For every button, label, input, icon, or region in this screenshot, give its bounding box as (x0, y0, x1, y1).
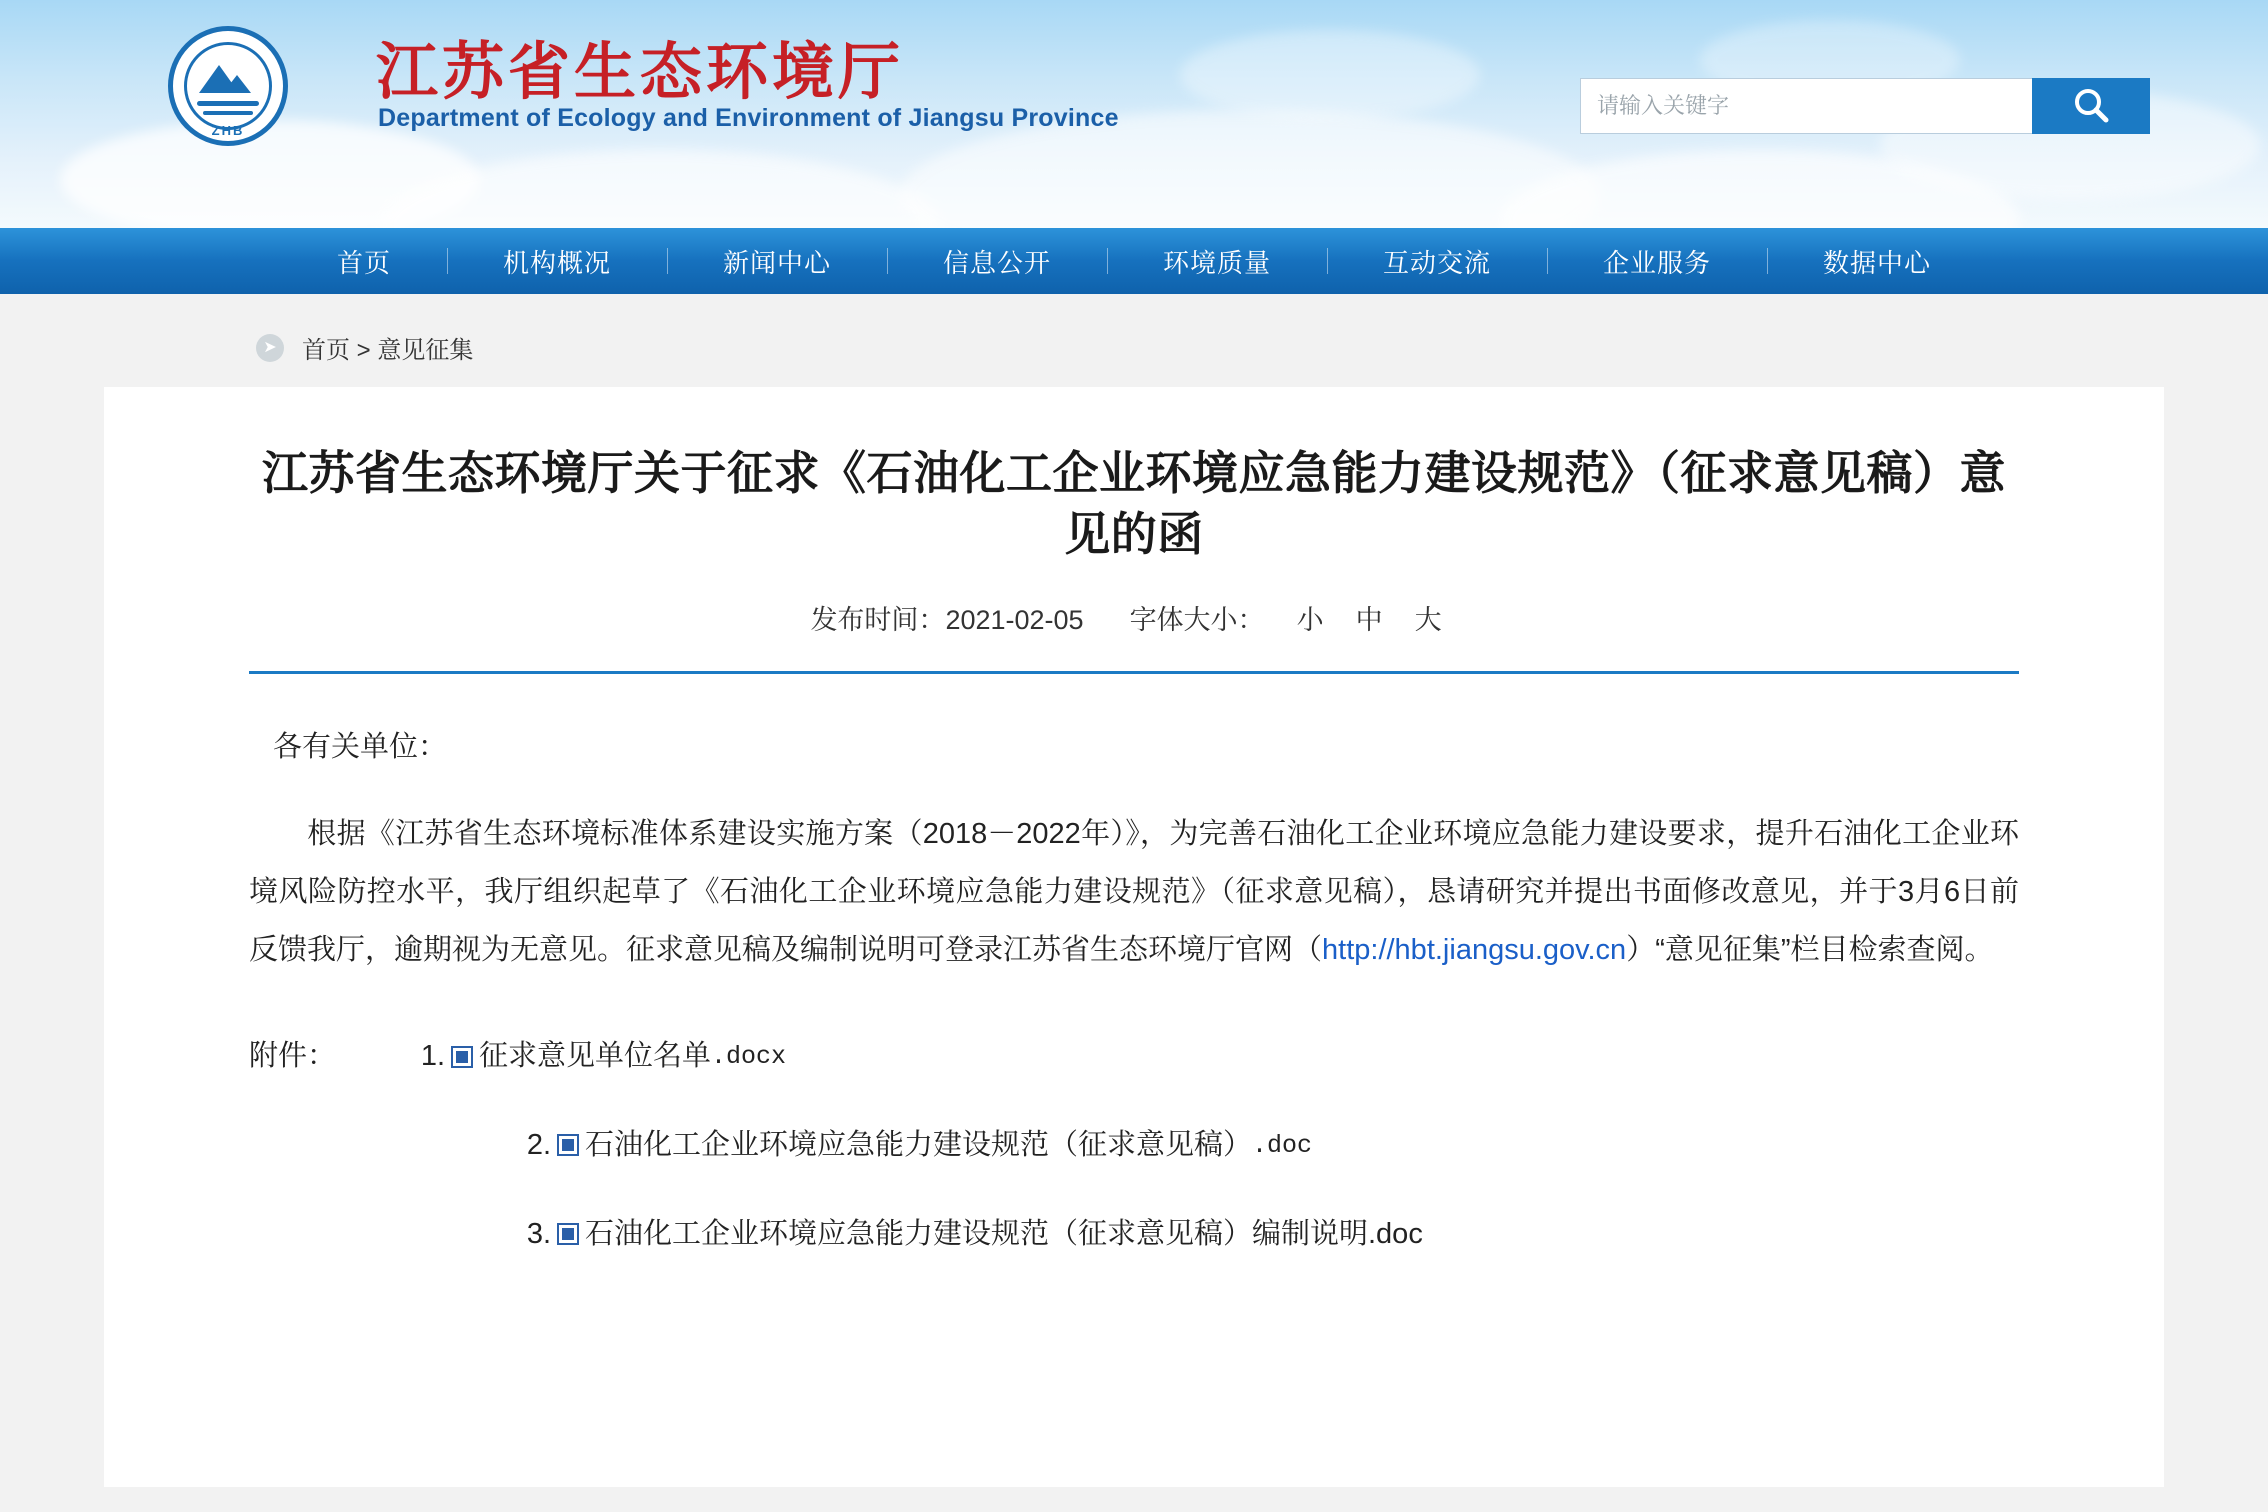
article (209, 387, 2059, 1290)
attachment-name[interactable]: 石油化工企业环境应急能力建设规范（征求意见稿）编制说明.doc (585, 1217, 1423, 1250)
font-size-label: 字体大小： (1129, 605, 1265, 636)
site-banner (0, 0, 2268, 228)
breadcrumb-text[interactable]: 首页 > 意见征集 (302, 337, 474, 364)
main-navigation (0, 228, 2268, 294)
nav-item-home[interactable]: 首页 (336, 247, 391, 278)
logo-mountain-small-icon (223, 75, 251, 93)
paragraph-text-part2: ）“意见征集”栏目检索查阅。 (1626, 934, 1994, 967)
doc-file-icon (451, 1046, 473, 1068)
doc-file-icon (557, 1134, 579, 1156)
greeting-paragraph: 各有关单位： (273, 731, 448, 764)
nav-item-quality[interactable]: 环境质量 (1107, 243, 1327, 280)
attachment-name[interactable]: 征求意见单位名单 (479, 1040, 712, 1073)
site-logo[interactable] (168, 26, 296, 154)
article-body (249, 718, 2019, 1289)
logo-water-icon (197, 101, 259, 106)
attachments-list (399, 1023, 2019, 1289)
breadcrumb-arrow-icon: ➤ (256, 334, 284, 362)
article-meta (209, 598, 2059, 637)
page-body (0, 294, 2268, 1512)
logo-emblem-icon (168, 26, 288, 146)
nav-item-disclosure[interactable]: 信息公开 (887, 243, 1107, 280)
font-size-large-button[interactable]: 大 (1414, 605, 1442, 636)
attachment-number: 2. (526, 1129, 551, 1162)
main-paragraph (249, 805, 2019, 979)
official-site-link[interactable]: http://hbt.jiangsu.gov.cn (1322, 934, 1627, 967)
logo-water-small-icon (203, 111, 253, 115)
site-search (1580, 78, 2150, 134)
publish-time (810, 598, 1083, 637)
article-card (104, 387, 2164, 1487)
attachment-number: 3. (526, 1217, 551, 1250)
page-title: 江苏省生态环境厅关于征求《石油化工企业环境应急能力建设规范》（征求意见稿）意见的函 (262, 447, 2006, 560)
attachment-number: 1. (420, 1040, 445, 1073)
attachment-item[interactable] (399, 1201, 2019, 1268)
nav-item-interaction[interactable]: 互动交流 (1327, 243, 1547, 280)
search-icon (2068, 83, 2114, 129)
attachments-section (249, 1023, 2019, 1289)
search-input[interactable] (1580, 78, 2032, 134)
attachments-label: 附件： (249, 1040, 337, 1073)
attachment-item[interactable] (399, 1112, 2019, 1179)
nav-item-overview[interactable]: 机构概况 (447, 243, 667, 280)
font-size-small-button[interactable]: 小 (1296, 605, 1324, 636)
publish-date: 2021-02-05 (945, 605, 1084, 636)
breadcrumb (104, 294, 2164, 387)
paragraph-text-part1: 根据《江苏省生态环境标准体系建设实施方案（2018－2022年）》，为完善石油化工企业环境应急能力建设要求，提升石油化工企业环境风险防控水平，我厅组织起草了《石油化工企业环境应急能力建设规范》（征求意见稿），恳请研究并提出书面修改意见，并于3月6日前反馈我厅，逾期视为无意见。征求意见稿及编制说明可登录江苏省生态环境厅官网（ (249, 818, 2019, 967)
site-title-cn: 江苏省生态环境厅 (376, 39, 905, 107)
nav-item-enterprise-services[interactable]: 企业服务 (1547, 243, 1767, 280)
font-size-medium-button[interactable]: 中 (1355, 605, 1383, 636)
publish-label: 发布时间： (810, 605, 946, 636)
cloud-decoration (1180, 30, 1480, 120)
title-divider (249, 671, 2019, 674)
attachments-row (249, 1023, 2019, 1289)
attachment-extension[interactable]: .docx (711, 1042, 787, 1072)
nav-item-news[interactable]: 新闻中心 (667, 243, 887, 280)
logo-text: ZHB (211, 123, 245, 138)
nav-item-data-center[interactable]: 数据中心 (1767, 243, 1987, 280)
attachment-name[interactable]: 石油化工企业环境应急能力建设规范（征求意见稿） (585, 1129, 1253, 1162)
site-title-en: Department of Ecology and Environment of Jiangsu Province (378, 104, 1119, 132)
search-button[interactable] (2032, 78, 2150, 134)
attachment-extension[interactable]: .doc (1252, 1130, 1313, 1160)
attachment-item[interactable] (399, 1023, 2019, 1090)
doc-file-icon (557, 1223, 579, 1245)
